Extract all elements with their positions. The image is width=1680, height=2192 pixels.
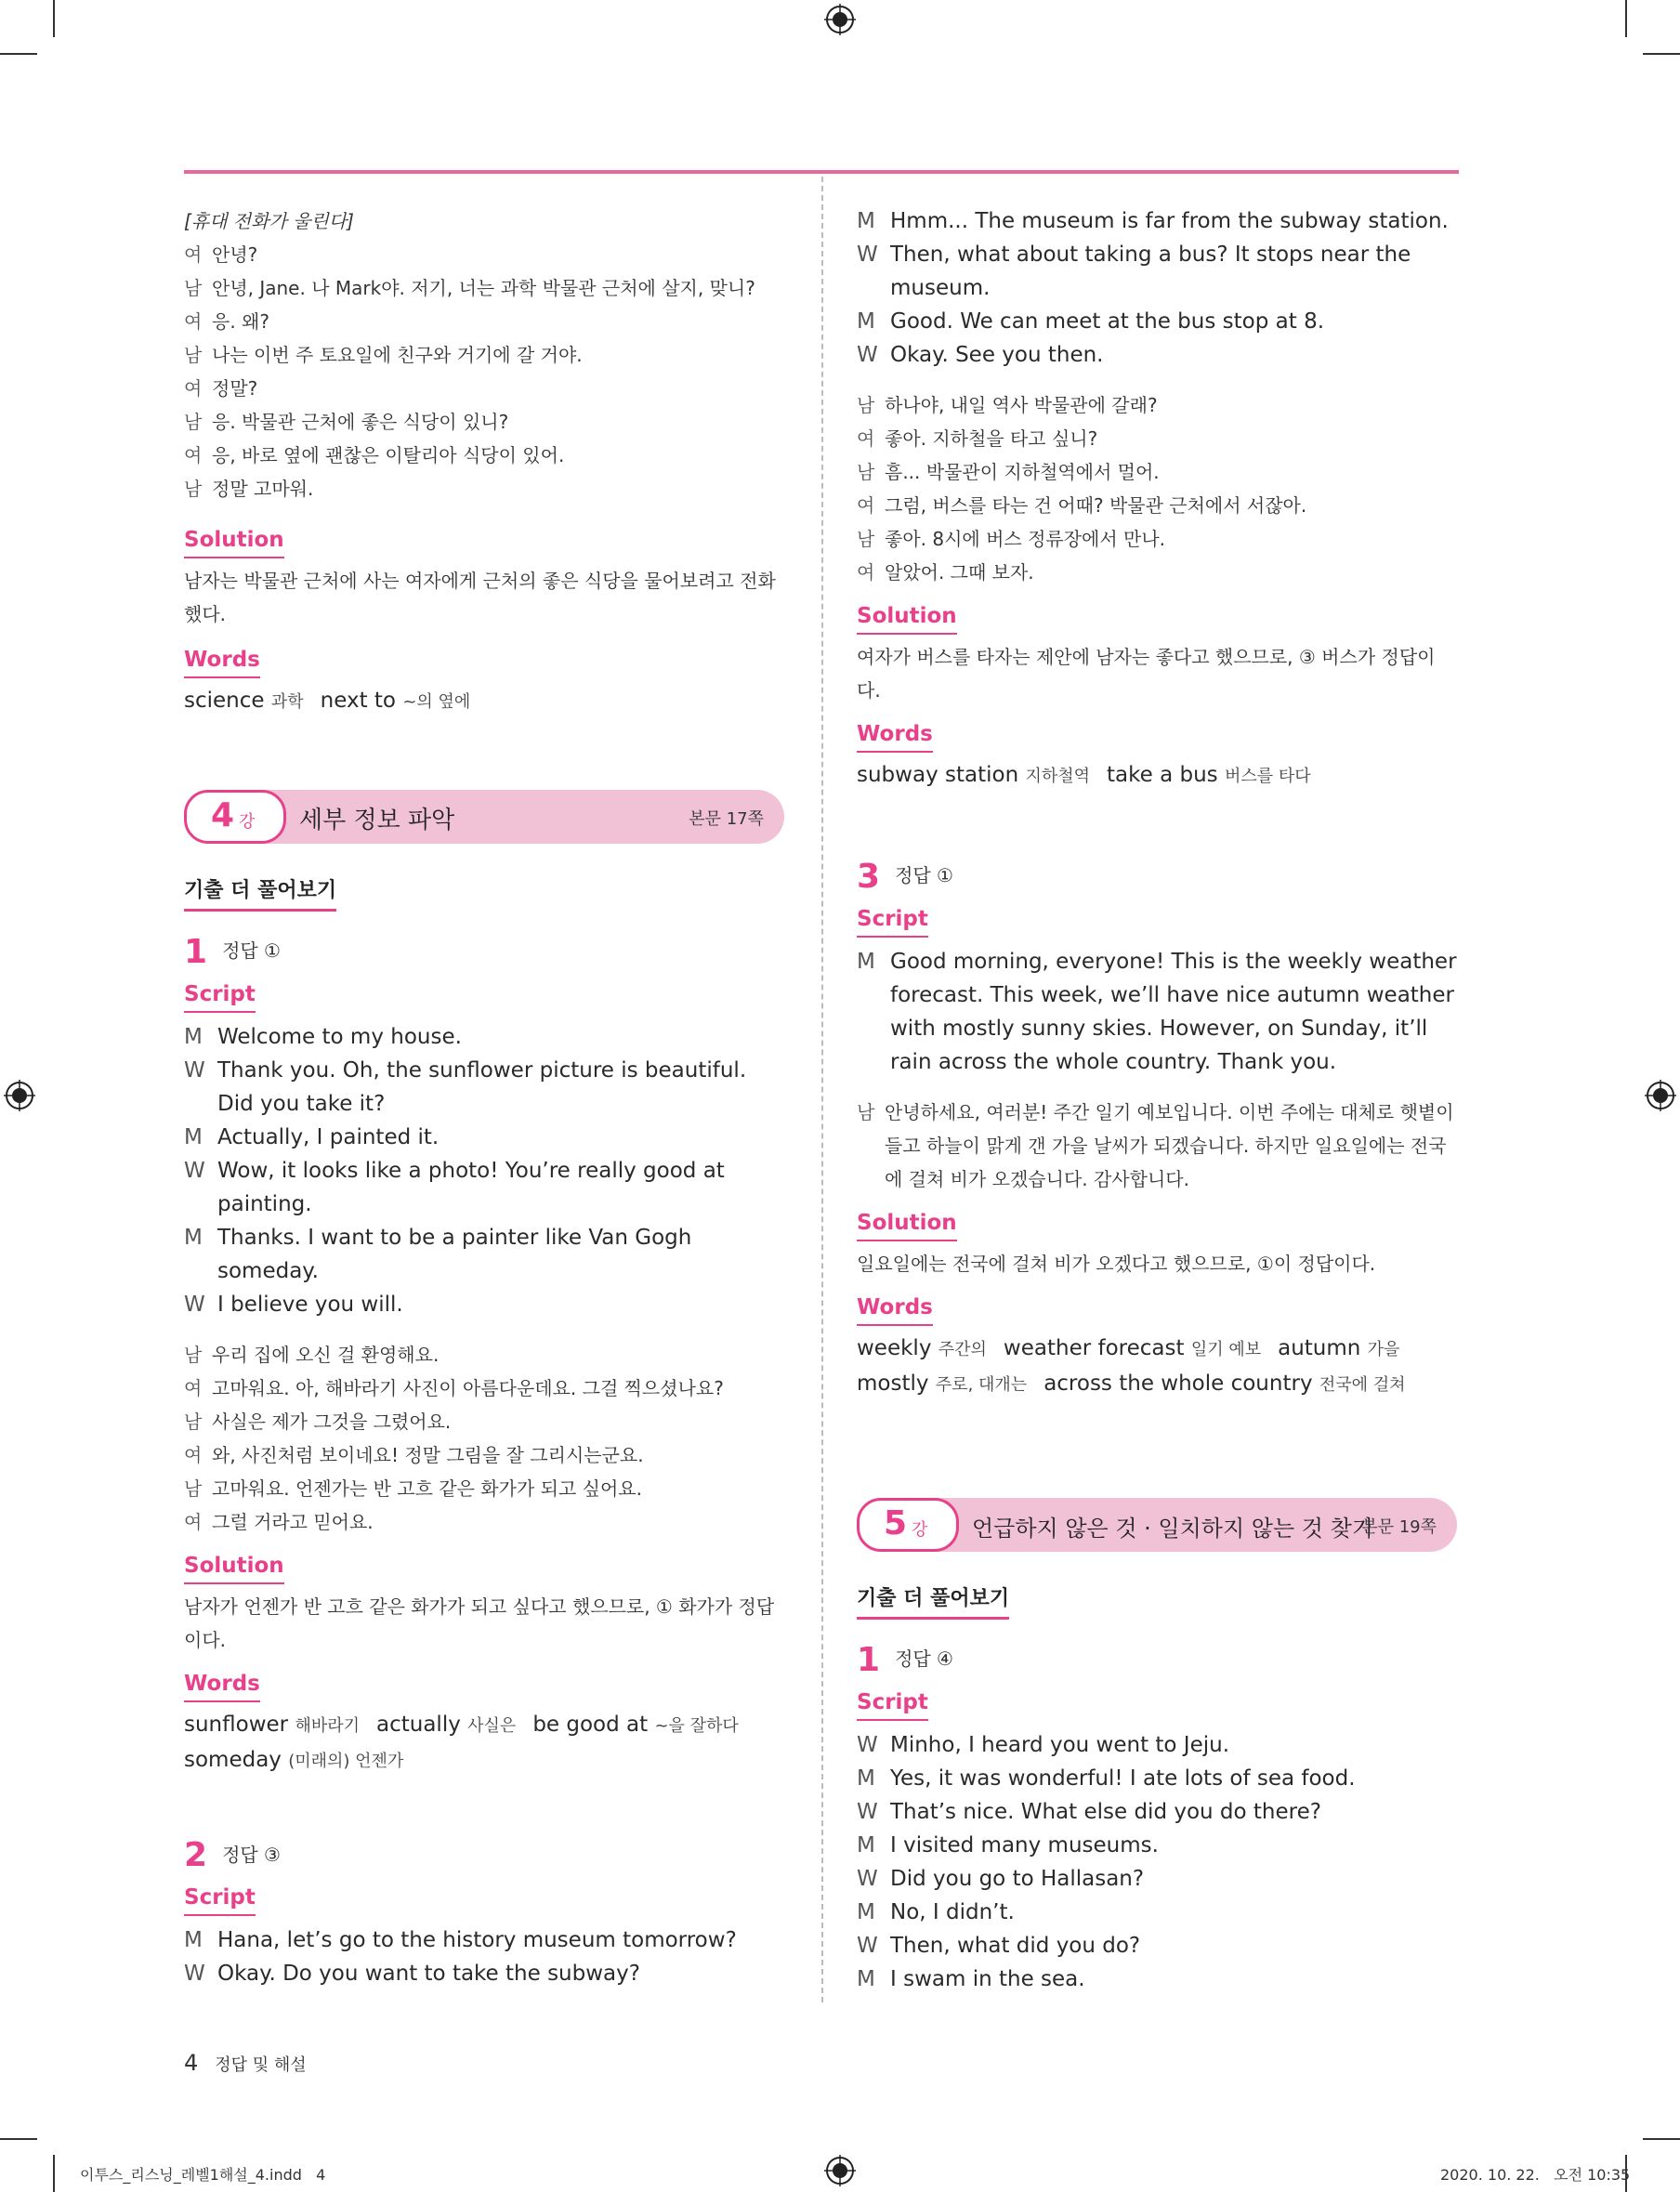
- solution-text: 일요일에는 전국에 걸쳐 비가 오겠다고 했으므로, ①이 정답이다.: [857, 1252, 1376, 1275]
- script-line: W Thank you. Oh, the sunflower picture is beautiful. Did you take it?: [184, 1057, 747, 1116]
- lesson-title: 세부 정보 파악: [299, 807, 455, 834]
- script-line: W Then, what about taking a bus? It stops near the museum.: [857, 243, 1411, 300]
- translation-line: 남 좋아. 8시에 버스 정류장에서 만나.: [857, 528, 1166, 550]
- solution-label: Solution: [857, 1209, 957, 1241]
- words-line: someday (미래의) 언젠가: [184, 1747, 404, 1772]
- header-rule: [184, 170, 1459, 174]
- lesson-title: 언급하지 않은 것 · 일치하지 않는 것 찾기: [972, 1516, 1373, 1542]
- page-reference: 본문 17쪽: [689, 809, 764, 829]
- script-line: W Did you go to Hallasan?: [857, 1866, 1145, 1891]
- dialog-line: 여 응, 바로 옆에 괜찮은 이탈리아 식당이 있어.: [184, 444, 565, 466]
- answer-line: 2 정답 ③: [184, 1836, 281, 1874]
- words-line: subway station 지하철역 take a bus 버스를 타다: [857, 763, 1311, 787]
- solution-text: 여자가 버스를 타자는 제안에 남자는 좋다고 했으므로, ③ 버스가 정답이다.: [857, 646, 1436, 702]
- korean-translation: [857, 388, 1457, 589]
- dialog-line: 남 응. 박물관 근처에 좋은 식당이 있니?: [184, 411, 509, 433]
- words-line: science 과학 next to ~의 옆에: [184, 689, 471, 713]
- lesson-badge: 5 강: [857, 1498, 959, 1552]
- page-reference: 본문 19쪽: [1361, 1517, 1437, 1537]
- crop-mark: [53, 0, 55, 37]
- script-line: W Then, what did you do?: [857, 1933, 1141, 1958]
- dialog-line: 남 안녕, Jane. 나 Mark야. 저기, 너는 과학 박물관 근처에 살지, 맞니?: [184, 277, 755, 299]
- crop-mark: [1643, 2138, 1680, 2140]
- script-label: Script: [184, 980, 256, 1013]
- section-subhead: 기출 더 풀어보기: [184, 877, 336, 912]
- print-slug-date: 2020. 10. 22. 오전 10:35: [1440, 2166, 1631, 2184]
- translation-line: 남 하나야, 내일 역사 박물관에 갈래?: [857, 394, 1158, 416]
- words-line: mostly 주로, 대개는 across the whole country 전국에 걸쳐: [857, 1371, 1406, 1396]
- translation-line: 여 고마워요. 아, 해바라기 사진이 아름다운데요. 그걸 찍으셨나요?: [184, 1376, 724, 1399]
- script-line: W Wow, it looks like a photo! You’re really good at painting.: [184, 1158, 725, 1216]
- solution-text: 남자가 언젠가 반 고흐 같은 화가가 되고 싶다고 했으므로, ① 화가가 정답 이다.: [184, 1595, 775, 1651]
- script-line: M Thanks. I want to be a painter like Van Gogh someday.: [184, 1225, 692, 1283]
- crop-mark: [0, 53, 37, 55]
- script-line: M Yes, it was wonderful! I ate lots of sea food.: [857, 1765, 1356, 1791]
- script-dialog: [184, 1020, 784, 1321]
- solution-label: Solution: [184, 1552, 284, 1584]
- script-line: W Minho, I heard you went to Jeju.: [857, 1732, 1230, 1757]
- crop-mark: [53, 2155, 55, 2192]
- script-line: M I visited many museums.: [857, 1832, 1159, 1857]
- right-column: [857, 204, 1457, 1402]
- script-dialog: [857, 945, 1457, 1079]
- korean-translation: [184, 1338, 784, 1539]
- footer-section: 정답 및 해설: [215, 2055, 307, 2075]
- script-label: Script: [857, 905, 928, 938]
- left-column: [184, 204, 784, 719]
- registration-mark-icon: [1645, 1080, 1676, 1111]
- lesson-banner-5: [857, 1498, 1457, 1552]
- crop-mark: [1643, 53, 1680, 55]
- intro-dialog: [184, 238, 784, 505]
- dialog-line: 여 안녕?: [184, 243, 258, 266]
- translation-line: 여 그럼, 버스를 타는 건 어때? 박물관 근처에서 서잖아.: [857, 494, 1307, 517]
- dialog-line: 여 응. 왜?: [184, 310, 269, 333]
- translation-line: 남 흠... 박물관이 지하철역에서 멀어.: [857, 461, 1160, 483]
- page-number: 4: [184, 2050, 199, 2076]
- print-slug-file: 이투스_리스닝_레벨1해설_4.indd 4: [80, 2166, 326, 2184]
- translation-line: 남 안녕하세요, 여러분! 주간 일기 예보입니다. 이번 주에는 대체로 햇볕이 들고 하늘이 맑게 갠 가을 날씨가 되겠습니다. 하지만 일요일에는 전국에 걸쳐 비가 오겠습니다. 감사합니다.: [857, 1100, 1454, 1190]
- answer-line: 1 정답 ④: [857, 1640, 953, 1679]
- translation-line: 여 와, 사진처럼 보이네요! 정말 그림을 잘 그리시는군요.: [184, 1443, 644, 1466]
- script-line: M Good morning, everyone! This is the weekly weather forecast. This week, we’ll have nice autumn weather with mostly sunny skies. However, on Sunday, it’ll rain across the whole country. Thank you.: [857, 949, 1457, 1074]
- right-column-lower: [857, 1585, 1457, 1996]
- stage-direction: [휴대 전화가 울린다]: [184, 210, 354, 232]
- korean-translation: [857, 1096, 1457, 1196]
- registration-mark-icon: [824, 2155, 856, 2186]
- script-line: M Hana, let’s go to the history museum tomorrow?: [184, 1928, 737, 1952]
- words-line: sunflower 해바라기 actually 사실은 be good at ~을 잘하다: [184, 1712, 739, 1737]
- script-label: Script: [857, 1688, 928, 1721]
- solution-text: 남자는 박물관 근처에 사는 여자에게 근처의 좋은 식당을 물어보려고 전화 했다.: [184, 570, 776, 625]
- script-line: M No, I didn’t.: [857, 1899, 1015, 1924]
- translation-line: 여 알았어. 그때 보자.: [857, 561, 1034, 584]
- translation-line: 여 그럴 거라고 믿어요.: [184, 1510, 374, 1533]
- script-line: W Okay. See you then.: [857, 343, 1104, 367]
- solution-label: Solution: [184, 526, 284, 558]
- dialog-line: 남 정말 고마워.: [184, 478, 314, 500]
- answer-line: 1 정답 ①: [184, 932, 281, 971]
- script-line: M Good. We can meet at the bus stop at 8.: [857, 309, 1325, 334]
- script-line: M Hmm... The museum is far from the subway station.: [857, 209, 1449, 233]
- crop-mark: [0, 2138, 37, 2140]
- page-footer: [184, 2050, 307, 2076]
- dialog-line: 여 정말?: [184, 377, 258, 400]
- solution-label: Solution: [857, 602, 957, 635]
- script-line: W I believe you will.: [184, 1292, 403, 1317]
- registration-mark-icon: [4, 1080, 35, 1111]
- script-line: W Okay. Do you want to take the subway?: [184, 1962, 640, 1986]
- script-dialog: [857, 1728, 1457, 1996]
- column-divider: [821, 177, 823, 2002]
- words-label: Words: [184, 1670, 260, 1702]
- translation-line: 남 사실은 제가 그것을 그렸어요.: [184, 1410, 452, 1433]
- script-line: W That’s nice. What else did you do there?: [857, 1799, 1321, 1824]
- translation-line: 여 좋아. 지하철을 타고 싶니?: [857, 427, 1098, 450]
- script-dialog: [857, 204, 1457, 372]
- translation-line: 남 고마워요. 언젠가는 반 고흐 같은 화가가 되고 싶어요.: [184, 1477, 642, 1500]
- script-dialog: [184, 1923, 784, 1990]
- words-label: Words: [857, 720, 933, 753]
- left-column-lower: [184, 877, 784, 1990]
- section-subhead: 기출 더 풀어보기: [857, 1585, 1009, 1620]
- script-line: M I swam in the sea.: [857, 1966, 1085, 1991]
- translation-line: 남 우리 집에 오신 걸 환영해요.: [184, 1343, 440, 1366]
- script-line: M Welcome to my house.: [184, 1024, 462, 1049]
- lesson-banner-4: [184, 790, 784, 844]
- crop-mark: [1625, 0, 1627, 37]
- answer-line: 3 정답 ①: [857, 857, 953, 896]
- dialog-line: 남 나는 이번 주 토요일에 친구와 거기에 갈 거야.: [184, 344, 583, 366]
- registration-mark-icon: [824, 4, 856, 35]
- lesson-badge: 4 강: [184, 790, 286, 844]
- words-line: weekly 주간의 weather forecast 일기 예보 autumn 가을: [857, 1335, 1400, 1360]
- words-label: Words: [857, 1293, 933, 1326]
- words-label: Words: [184, 646, 260, 678]
- script-line: M Actually, I painted it.: [184, 1124, 440, 1149]
- script-label: Script: [184, 1884, 256, 1916]
